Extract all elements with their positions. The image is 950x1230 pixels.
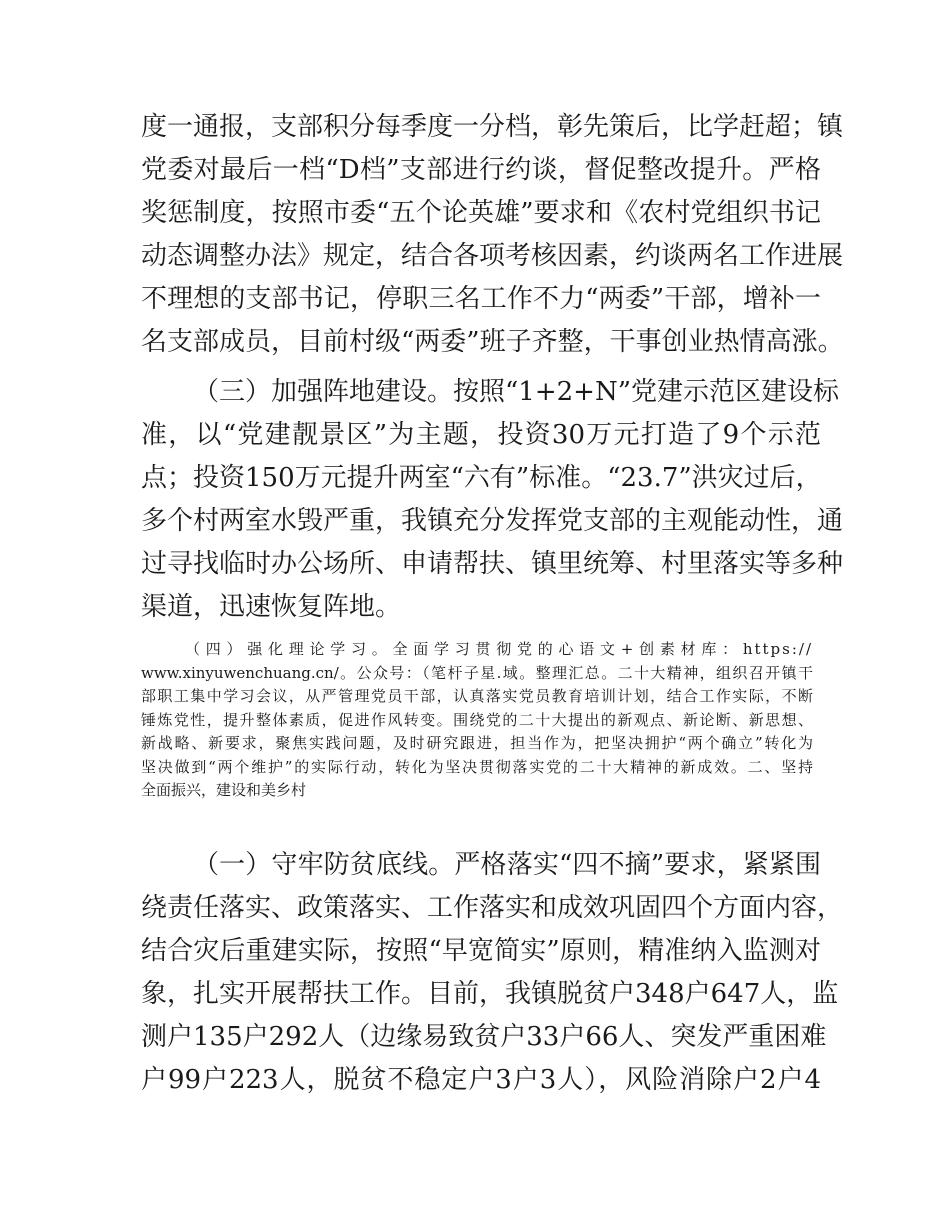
text-line: 象，扎实开展帮扶工作。目前，我镇脱贫户348户647人，监 <box>141 979 839 1009</box>
paragraph-discipline <box>141 106 844 364</box>
text-line: （一）守牢防贫底线。严格落实“四不摘”要求，紧紧围 <box>193 850 821 880</box>
text-line: 名支部成员，目前村级“两委”班子齐整，干事创业热情高涨。 <box>141 327 844 357</box>
text-line: 点；投资150万元提升两室“六有”标准。“23.7”洪灾过后， <box>141 463 822 493</box>
text-line: 度一通报，支部积分每季度一分档，彰先策后，比学赶超；镇 <box>141 112 844 142</box>
text-line: 动态调整办法》规定，结合各项考核因素，约谈两名工作进展 <box>141 241 844 271</box>
text-line: 多个村两室水毁严重，我镇充分发挥党支部的主观能动性，通 <box>141 506 844 536</box>
text-line: 渠道，迅速恢复阵地。 <box>141 592 402 622</box>
text-line: 全面振兴，建设和美乡村 <box>141 781 307 799</box>
text-line: 奖惩制度，按照市委“五个论英雄”要求和《农村党组织书记 <box>141 198 821 228</box>
text-line: （三）加强阵地建设。按照“1+2+N”党建示范区建设标 <box>193 377 839 407</box>
paragraph-position-building <box>141 371 844 629</box>
paragraph-poverty-prevention <box>141 844 844 1102</box>
text-line: 户99户223人，脱贫不稳定户3户3人），风险消除户2户4 <box>141 1065 821 1095</box>
text-line: 过寻找临时办公场所、申请帮扶、镇里统筹、村里落实等多种 <box>141 549 844 579</box>
text-line: 结合灾后重建实际，按照“早宽简实”原则，精准纳入监测对 <box>141 936 821 966</box>
text-line: 党委对最后一档“D档”支部进行约谈，督促整改提升。严格 <box>141 155 821 185</box>
text-line: 锤炼党性，提升整体素质，促进作风转变。围绕党的二十大提出的新观点、新论断、新思想、 <box>141 710 813 729</box>
text-line: 新战略、新要求，聚焦实践问题，及时研究跟进，担当作为，把坚决拥护“两个确立”转化为 <box>141 734 813 752</box>
text-line: 部职工集中学习会议，从严管理党员干部，认真落实党员教育培训计划，结合工作实际，不断 <box>141 687 813 705</box>
text-line: www.xinyuwenchuang.cn/。公众号：（笔杆子星.域。整理汇总。二十大精神，组织召开镇干 <box>141 663 813 682</box>
text-line: 绕责任落实、政策落实、工作落实和成效巩固四个方面内容， <box>141 893 844 923</box>
text-line: 坚决做到“两个维护”的实际行动，转化为坚决贯彻落实党的二十大精神的新成效。二、坚持 <box>141 757 813 776</box>
text-line: 不理想的支部书记，停职三名工作不力“两委”干部，增补一 <box>141 284 821 314</box>
text-line: （四）强化理论学习。全面学习贯彻党的心语文+创素材库：https:// <box>185 640 813 658</box>
text-line: 测户135户292人（边缘易致贫户33户66人、突发严重困难 <box>141 1022 827 1052</box>
text-line: 准，以“党建靓景区”为主题，投资30万元打造了9个示范 <box>141 420 821 450</box>
paragraph-theory-study <box>141 638 813 803</box>
